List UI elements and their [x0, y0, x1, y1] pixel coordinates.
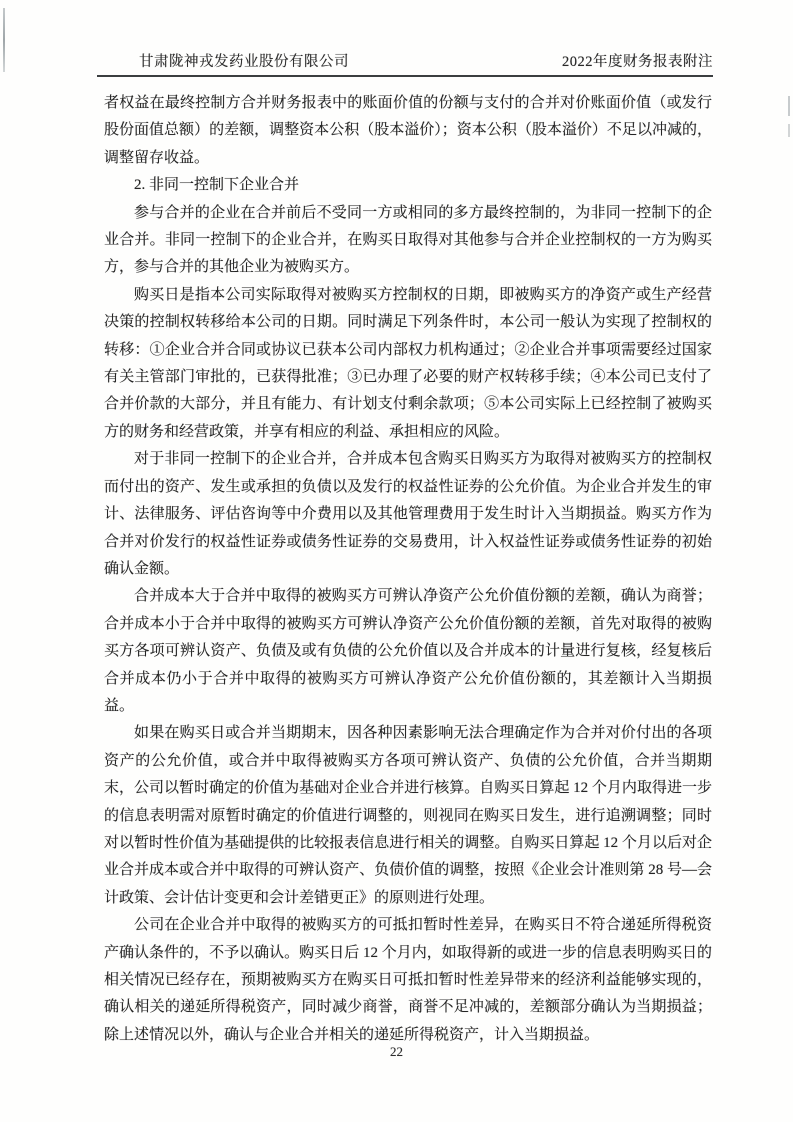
scan-artifact-right-edge — [788, 124, 790, 137]
document-body — [104, 90, 712, 1049]
page-footer — [0, 1044, 793, 1060]
page-header — [97, 50, 713, 71]
paragraph: 参与合并的企业在合并前后不受同一方或相同的多方最终控制的，为非同一控制下的企业合并。非同一控制下的企业合并，在购买日取得对其他参与合并企业控制权的一方为购买方，参与合并的其他企业为被购买方。 — [104, 204, 712, 276]
paragraph: 购买日是指本公司实际取得对被购买方控制权的日期，即被购买方的净资产或生产经营决策的控制权转移给本公司的日期。同时满足下列条件时，本公司一般认为实现了控制权的转移：①企业合并合同或协议已获本公司内部权力机构通过；②企业合并事项需要经过国家有关主管部门审批的，已获得批准；③已办理了必要的财产权转移手续；④本公司已支付了合并价款的大部分，并且有能力、有计划支付剩余款项；⑤本公司实际上已经控制了被购买方的财务和经营政策，并享有相应的利益、承担相应的风险。 — [104, 286, 712, 440]
paragraph: 公司在企业合并中取得的被购买方的可抵扣暂时性差异，在购买日不符合递延所得税资产确认条件的，不予以确认。购买日后 12 个月内，如取得新的或进一步的信息表明购买日的相关情况已经存在，预期被购买方在购买日可抵扣暂时性差异带来的经济利益能够实现的，确认相关的递延所得税资产，同时减少商誉，商誉不足冲减的，差额部分确认为当期损益；除上述情况以外，确认与企业合并相关的递延所得税资产，计入当期损益。 — [104, 917, 712, 1043]
company-name: 甘肃陇神戎发药业股份有限公司 — [139, 54, 349, 70]
section-heading: 2. 非同一控制下企业合并 — [134, 177, 300, 194]
report-title: 2022年度财务报表附注 — [562, 54, 713, 70]
page-number: 22 — [390, 1044, 403, 1059]
paragraph-continuation: 者权益在最终控制方合并财务报表中的账面价值的份额与支付的合并对价账面价值（或发行股份面值总额）的差额，调整资本公积（股本溢价）；资本公积（股本溢价）不足以冲减的，调整留存收益。 — [104, 95, 712, 166]
paragraph: 如果在购买日或合并当期期末，因各种因素影响无法合理确定作为合并对价付出的各项资产的公允价值，或合并中取得被购买方各项可辨认资产、负债的公允价值，合并当期期末，公司以暂时确定的价值为基础对企业合并进行核算。自购买日算起 12 个月内取得进一步的信息表明需对原暂时确定的价值进行调整的，则视同在购买日发生，进行追溯调整；同时对以暂时性价值为基础提供的比较报表信息进行相关的调整。自购买日算起 12 个月以后对企业合并成本或合并中取得的可辨认资产、负债价值的调整，按照《企业会计准则第 28 号—会计政策、会计估计变更和会计差错更正》的原则进行处理。 — [104, 725, 712, 906]
scan-artifact-left-edge — [3, 8, 5, 72]
scan-artifact-right-edge — [788, 96, 790, 116]
paragraph: 合并成本大于合并中取得的被购买方可辨认净资产公允价值份额的差额，确认为商誉；合并成本小于合并中取得的被购买方可辨认净资产公允价值份额的差额，首先对取得的被购买方各项可辨认资产、负债及或有负债的公允价值以及合并成本的计量进行复核，经复核后合并成本仍小于合并中取得的被购买方可辨认净资产公允价值份额的，其差额计入当期损益。 — [104, 588, 712, 714]
paragraph: 对于非同一控制下的企业合并，合并成本包含购买日购买方为取得对被购买方的控制权而付出的资产、发生或承担的负债以及发行的权益性证券的公允价值。为企业合并发生的审计、法律服务、评估咨询等中介费用以及其他管理费用于发生时计入当期损益。购买方作为合并对价发行的权益性证券或债务性证券的交易费用，计入权益性证券或债务性证券的初始确认金额。 — [104, 451, 712, 577]
header-divider — [97, 75, 713, 77]
